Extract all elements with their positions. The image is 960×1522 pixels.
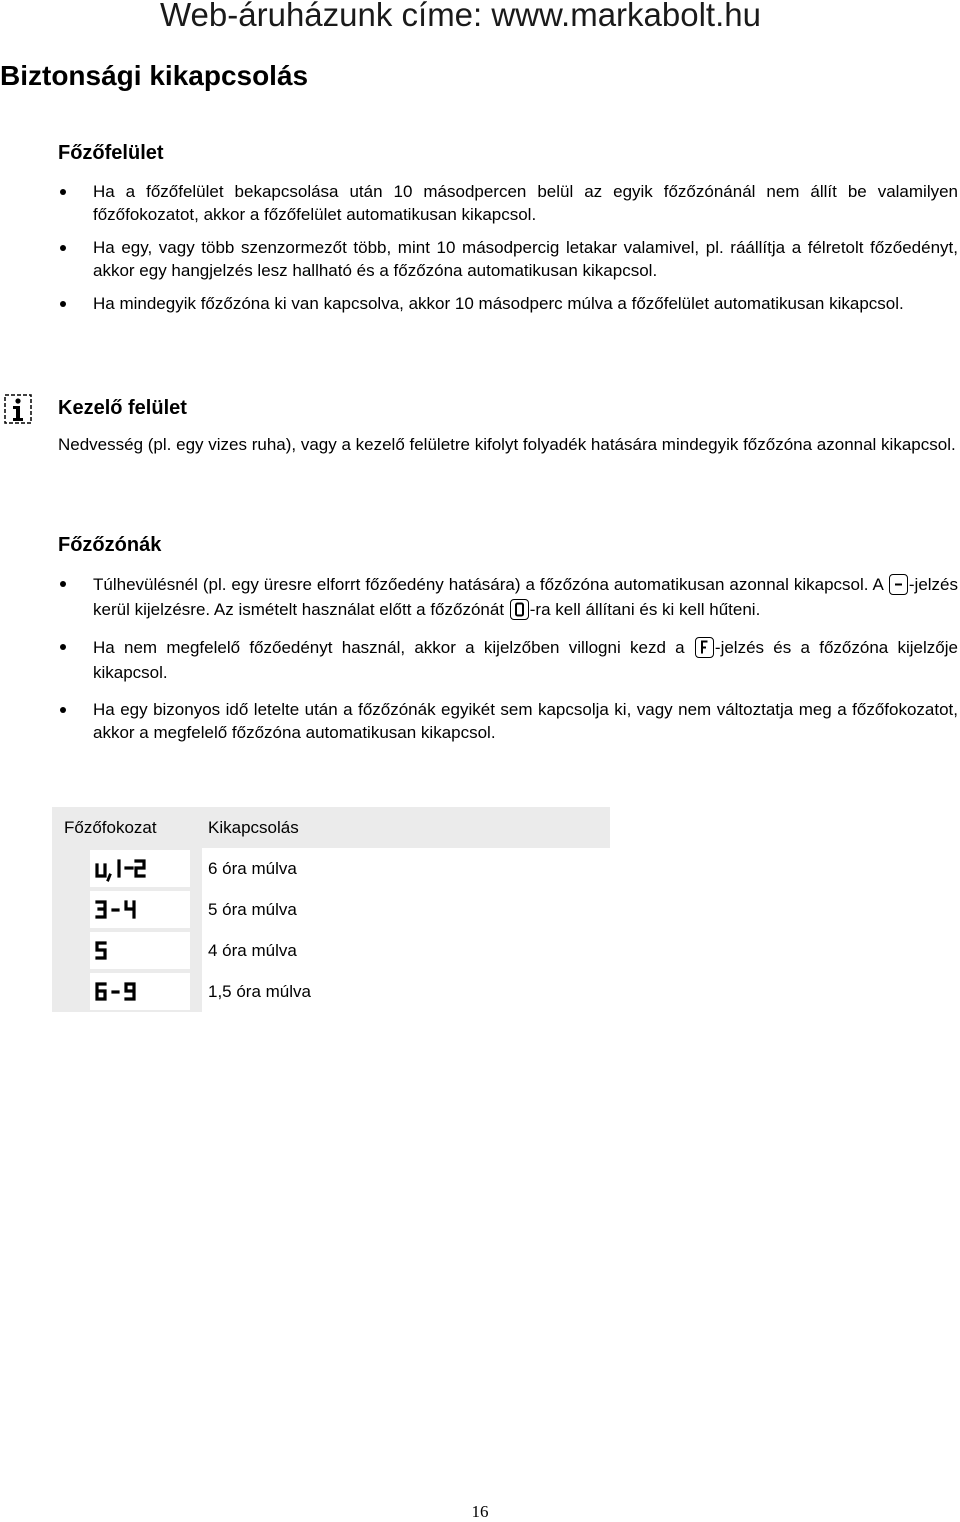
dash-symbol-icon [889,574,908,595]
stage-cell [52,889,202,930]
list-item: Ha egy bizonyos idő letelte után a főzőzónák egyikét sem kapcsolja ki, vagy nem változtatja meg a főzőfokozatot, akkor a megfelelő főzőzóna automatikusan kikapcsol. [58,698,958,744]
duration-cell: 1,5 óra múlva [208,981,311,1001]
duration-cell: 6 óra múlva [208,858,297,878]
stage-symbol-u-1-2-icon [90,850,190,887]
site-url-header: Web-áruházunk címe: www.markabolt.hu [160,0,761,33]
page-title: Biztonsági kikapcsolás [0,60,309,91]
wrong-pan-text-2: -jelzés és a főzőzóna kijelzője kikapcsol. [93,638,958,682]
list-item: Ha a főzőfelület bekapcsolása után 10 másodpercen belül az egyik főzőzónánál nem állít be valamilyen főzőfokozatot, akkor a főzőfelület automatikusan kikapcsol. [58,180,958,226]
stage-symbol-5-icon [90,932,190,969]
page-number: 16 [471,1502,489,1521]
list-item: Ha mindegyik főzőzóna ki van kapcsolva, akkor 10 másodperc múlva a főzőfelület automatikusan kikapcsol. [58,292,958,315]
f-symbol-icon [695,637,714,658]
table-row [52,930,610,971]
stage-cell [52,848,202,889]
section-title-control-panel: Kezelő felület [58,397,187,419]
section-title-cooktop: Főzőfelület [58,142,164,164]
wrong-pan-text-1: Ha nem megfelelő főzőedényt használ, akkor a kijelzőben villogni kezd a [93,638,694,657]
table-header-stage: Főzőfokozat [52,807,202,848]
shutoff-table [52,807,610,1012]
stage-cell [52,971,202,1012]
table-row [52,889,610,930]
table-header-shutoff: Kikapcsolás [202,807,610,848]
zones-bullet-list [58,572,958,744]
info-icon [4,394,32,424]
zero-symbol-icon [510,599,529,620]
stage-cell [52,930,202,971]
duration-cell: 5 óra múlva [208,899,297,919]
cooktop-bullet-list [58,180,958,315]
table-row [52,971,610,1012]
table-header-row [52,807,610,848]
stage-symbol-6-9-icon [90,973,190,1010]
overheat-text-1: Túlhevülésnél (pl. egy üresre elforrt főzőedény hatására) a főzőzóna automatikusan azonnal kikapcsol. A [93,575,888,594]
duration-cell: 4 óra múlva [208,940,297,960]
section-title-zones: Főzőzónák [58,534,162,556]
overheat-text-2: -jelzés kerül kijelzésre. Az ismételt használat előtt a főzőzónát [93,575,958,619]
list-item [58,572,958,622]
control-panel-text: Nedvesség (pl. egy vizes ruha), vagy a kezelő felületre kifolyt folyadék hatására mindegyik főzőzóna azonnal kikapcsol. [58,435,956,454]
list-item: Ha egy, vagy több szenzormezőt több, mint 10 másodpercig letakar valamivel, pl. ráállítja a félretolt főzőedényt, akkor egy hangjelzés lesz hallható és a főzőzóna automatikusan kikapcsol. [58,236,958,282]
stage-symbol-3-4-icon [90,891,190,928]
overheat-text-3: -ra kell állítani és ki kell hűteni. [529,600,761,619]
list-item [58,635,958,685]
table-row [52,848,610,889]
